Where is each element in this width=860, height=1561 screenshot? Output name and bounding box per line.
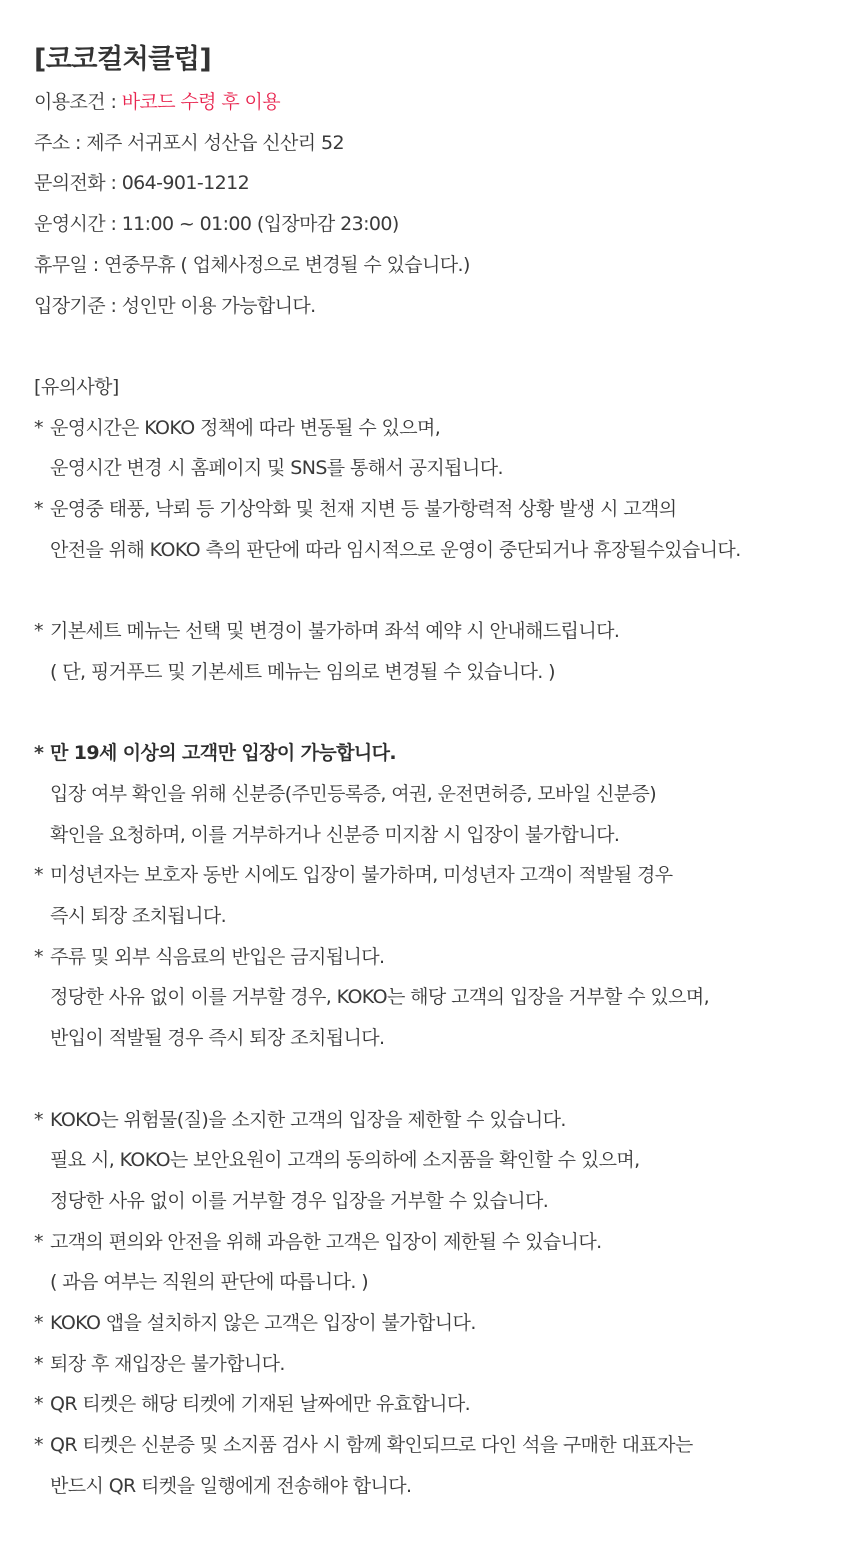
note-text: 고객의 편의와 안전을 위해 과음한 고객은 입장이 제한될 수 있습니다. bbox=[50, 1230, 602, 1253]
note-text: KOKO 앱을 설치하지 않은 고객은 입장이 불가합니다. bbox=[50, 1312, 476, 1335]
address-line: 주소 : 제주 서귀포시 성산읍 신산리 52 bbox=[34, 131, 344, 154]
info-section bbox=[34, 82, 860, 326]
note-text: 퇴장 후 재입장은 불가합니다. bbox=[50, 1352, 285, 1375]
list-item bbox=[34, 1100, 860, 1141]
note-text: QR 티켓은 해당 티켓에 기재된 날짜에만 유효합니다. bbox=[50, 1393, 471, 1416]
spacer bbox=[34, 570, 860, 611]
bullet-symbol: * bbox=[34, 945, 43, 968]
note-text: 운영중 태풍, 낙뢰 등 기상악화 및 천재 지변 등 불가항력적 상황 발생 시 고객의 bbox=[50, 498, 677, 521]
note-continuation: ( 과음 여부는 직원의 판단에 따릅니다. ) bbox=[50, 1271, 369, 1294]
note-continuation: 안전을 위해 KOKO 측의 판단에 따라 임시적으로 운영이 중단되거나 휴장될수있습니다. bbox=[50, 538, 741, 561]
list-item bbox=[34, 1344, 860, 1385]
terms-line bbox=[34, 82, 860, 123]
list-item bbox=[34, 1425, 860, 1466]
note-text: KOKO는 위험물(질)을 소지한 고객의 입장을 제한할 수 있습니다. bbox=[50, 1108, 566, 1131]
list-item-emphasis bbox=[34, 733, 860, 774]
bullet-symbol: * bbox=[34, 1108, 43, 1131]
hours-line: 운영시간 : 11:00 ~ 01:00 (입장마감 23:00) bbox=[34, 213, 399, 236]
bullet-symbol: * bbox=[34, 742, 44, 765]
bullet-symbol: * bbox=[34, 416, 43, 439]
closed-days-line: 휴무일 : 연중무휴 ( 업체사정으로 변경될 수 있습니다.) bbox=[34, 253, 470, 276]
bullet-symbol: * bbox=[34, 620, 43, 643]
note-continuation: ( 단, 핑거푸드 및 기본세트 메뉴는 임의로 변경될 수 있습니다. ) bbox=[50, 660, 555, 683]
bullet-symbol: * bbox=[34, 498, 43, 521]
note-text: 운영시간은 KOKO 정책에 따라 변동될 수 있으며, bbox=[50, 416, 441, 439]
list-item bbox=[34, 1222, 860, 1263]
terms-label: 이용조건 : bbox=[34, 91, 122, 113]
bullet-symbol: * bbox=[34, 1312, 43, 1335]
note-text: 만 19세 이상의 고객만 입장이 가능합니다. bbox=[50, 742, 396, 765]
terms-value: 바코드 수령 후 이용 bbox=[121, 91, 281, 113]
note-text: 미성년자는 보호자 동반 시에도 입장이 불가하며, 미성년자 고객이 적발될 경우 bbox=[50, 864, 673, 887]
note-continuation: 정당한 사유 없이 이를 거부할 경우, KOKO는 해당 고객의 입장을 거부할 수 있으며, bbox=[50, 986, 710, 1009]
note-continuation: 필요 시, KOKO는 보안요원이 고객의 동의하에 소지품을 확인할 수 있으며, bbox=[50, 1149, 640, 1172]
note-text: QR 티켓은 신분증 및 소지품 검사 시 함께 확인되므로 다인 석을 구매한 대표자는 bbox=[50, 1434, 693, 1457]
bullet-symbol: * bbox=[34, 1434, 43, 1457]
list-item bbox=[34, 408, 860, 449]
spacer bbox=[34, 1059, 860, 1100]
note-continuation: 입장 여부 확인을 위해 신분증(주민등록증, 여권, 운전면허증, 모바일 신분증) bbox=[50, 782, 657, 805]
note-continuation: 확인을 요청하며, 이를 거부하거나 신분증 미지참 시 입장이 불가합니다. bbox=[50, 823, 620, 846]
list-item bbox=[34, 1303, 860, 1344]
list-item bbox=[34, 489, 860, 530]
note-text: 기본세트 메뉴는 선택 및 변경이 불가하며 좌석 예약 시 안내해드립니다. bbox=[50, 620, 620, 643]
note-continuation: 즉시 퇴장 조치됩니다. bbox=[50, 905, 227, 928]
note-continuation: 반입이 적발될 경우 즉시 퇴장 조치됩니다. bbox=[50, 1027, 385, 1050]
note-continuation: 정당한 사유 없이 이를 거부할 경우 입장을 거부할 수 있습니다. bbox=[50, 1189, 549, 1212]
note-text: 주류 및 외부 식음료의 반입은 금지됩니다. bbox=[50, 945, 385, 968]
spacer bbox=[34, 326, 860, 367]
bullet-symbol: * bbox=[34, 1230, 43, 1253]
page-title: [코코컬처클럽] bbox=[34, 44, 212, 75]
notice-heading: [유의사항] bbox=[34, 375, 119, 398]
note-continuation: 운영시간 변경 시 홈페이지 및 SNS를 통해서 공지됩니다. bbox=[50, 457, 503, 480]
list-item bbox=[34, 937, 860, 978]
note-continuation: 반드시 QR 티켓을 일행에게 전송해야 합니다. bbox=[50, 1474, 412, 1497]
bullet-symbol: * bbox=[34, 1393, 43, 1416]
list-item bbox=[34, 855, 860, 896]
bullet-symbol: * bbox=[34, 1352, 43, 1375]
spacer bbox=[34, 693, 860, 734]
phone-line: 문의전화 : 064-901-1212 bbox=[34, 172, 250, 195]
list-item bbox=[34, 611, 860, 652]
bullet-symbol: * bbox=[34, 864, 43, 887]
list-item bbox=[34, 1384, 860, 1425]
admission-line: 입장기준 : 성인만 이용 가능합니다. bbox=[34, 294, 316, 317]
notice-list bbox=[34, 408, 860, 1507]
